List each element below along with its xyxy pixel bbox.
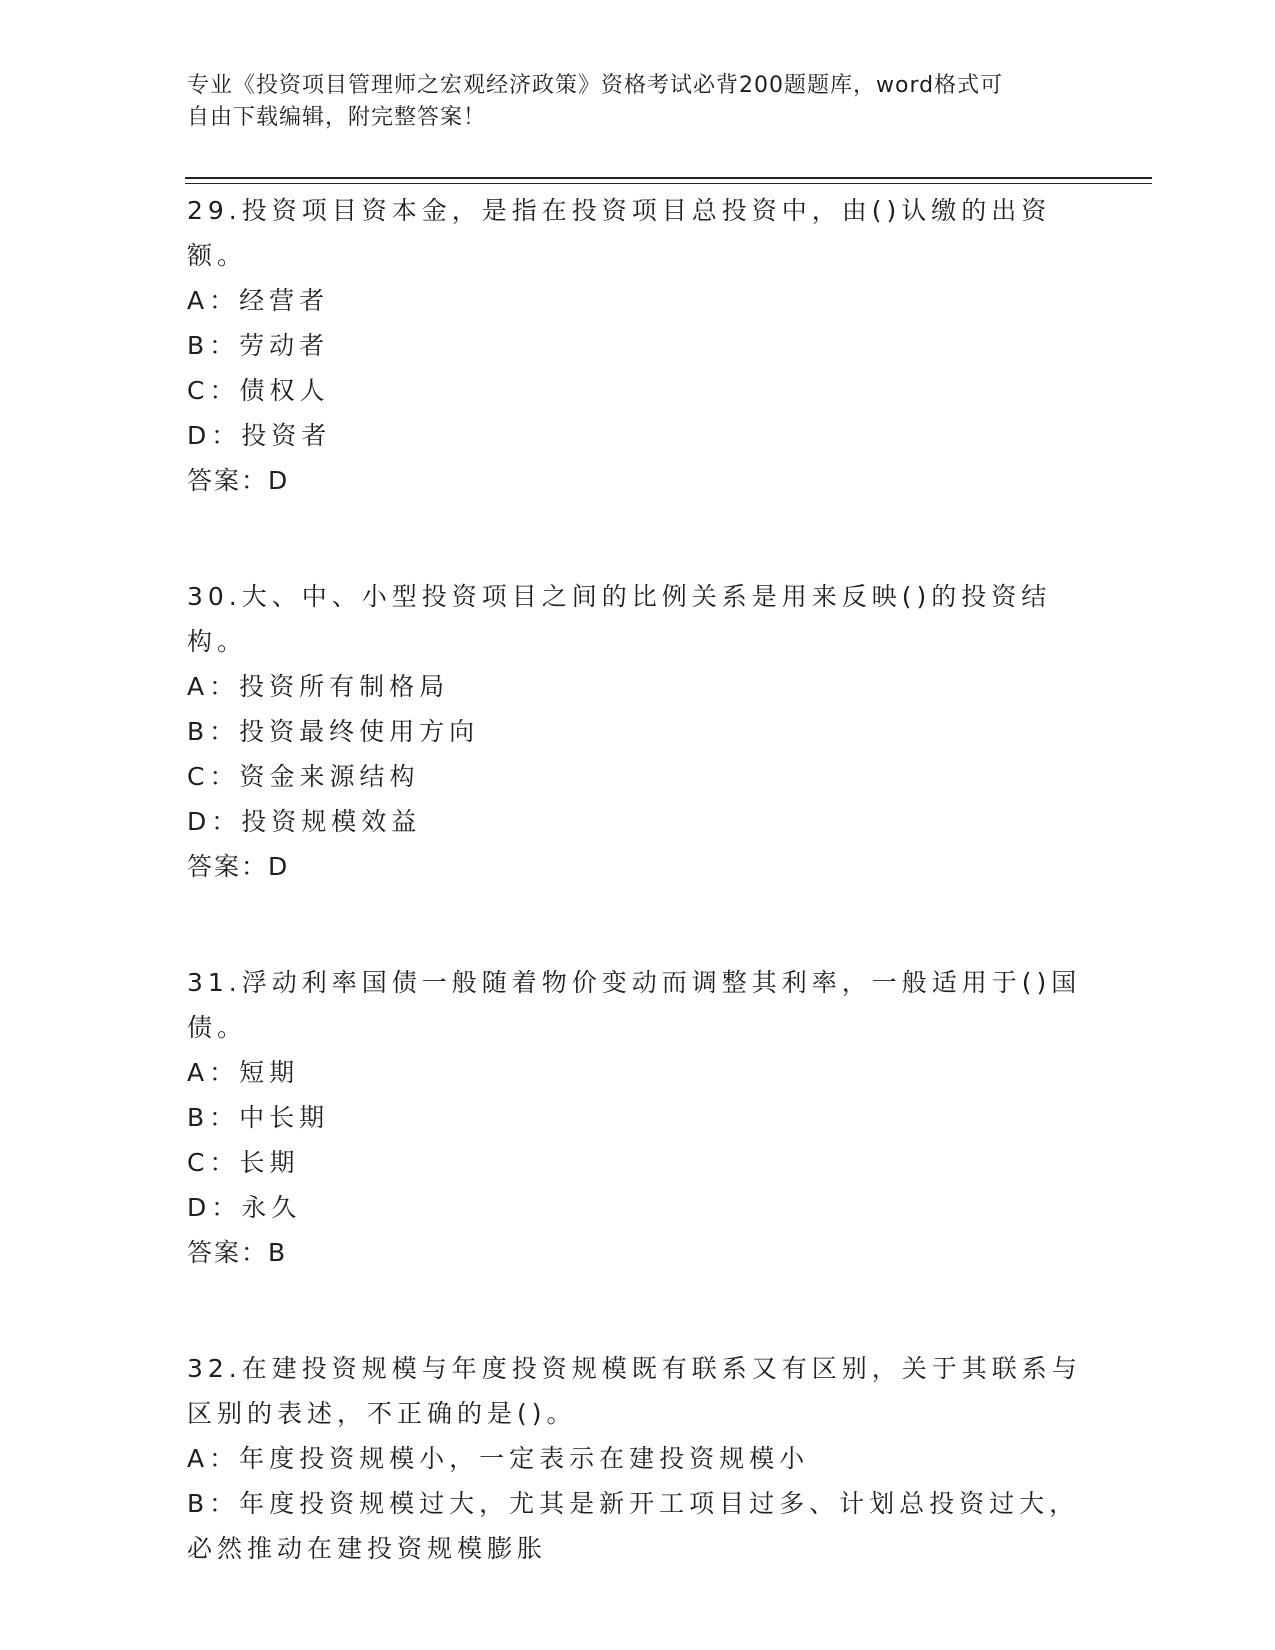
option-a: A：投资所有制格局 (187, 672, 450, 701)
question-stem: 32.在建投资规模与年度投资规模既有联系又有区别，关于其联系与区别的表述，不正确的是()。 (187, 1354, 1082, 1428)
question-29 (187, 188, 1087, 503)
spacer (187, 1275, 1087, 1346)
option-b: B：劳动者 (187, 331, 330, 360)
option-a: A：短期 (187, 1058, 300, 1087)
header-line-2: 自由下载编辑，附完整答案！ (187, 105, 487, 130)
question-stem: 30.大、中、小型投资项目之间的比例关系是用来反映()的投资结构。 (187, 582, 1052, 656)
option-b: B：投资最终使用方向 (187, 717, 480, 746)
option-c: C：债权人 (187, 376, 330, 405)
question-30 (187, 574, 1087, 889)
header-line-1: 专业《投资项目管理师之宏观经济政策》资格考试必背200题题库，word格式可 (187, 73, 1004, 98)
option-b: B：中长期 (187, 1103, 330, 1132)
question-stem: 31.浮动利率国债一般随着物价变动而调整其利率，一般适用于()国债。 (187, 968, 1082, 1042)
question-stem: 29.投资项目资本金，是指在投资项目总投资中，由()认缴的出资额。 (187, 196, 1052, 270)
spacer (187, 889, 1087, 960)
option-d: D：投资规模效益 (187, 807, 422, 836)
option-a: A：经营者 (187, 286, 330, 315)
question-32 (187, 1346, 1087, 1571)
header-divider-thin (185, 183, 1152, 184)
option-c: C：长期 (187, 1148, 300, 1177)
question-list (187, 188, 1087, 1571)
option-a: A：年度投资规模小，一定表示在建投资规模小 (187, 1444, 810, 1473)
option-b: B：年度投资规模过大，尤其是新开工项目过多、计划总投资过大，必然推动在建投资规模膨胀 (187, 1489, 1080, 1563)
spacer (187, 503, 1087, 574)
answer: 答案：B (187, 1238, 288, 1267)
answer: 答案：D (187, 852, 290, 881)
option-c: C：资金来源结构 (187, 762, 420, 791)
answer: 答案：D (187, 466, 290, 495)
option-d: D：永久 (187, 1193, 302, 1222)
question-31 (187, 960, 1087, 1275)
header-divider-thick (185, 177, 1152, 179)
document-header (187, 70, 1067, 134)
option-d: D：投资者 (187, 421, 332, 450)
